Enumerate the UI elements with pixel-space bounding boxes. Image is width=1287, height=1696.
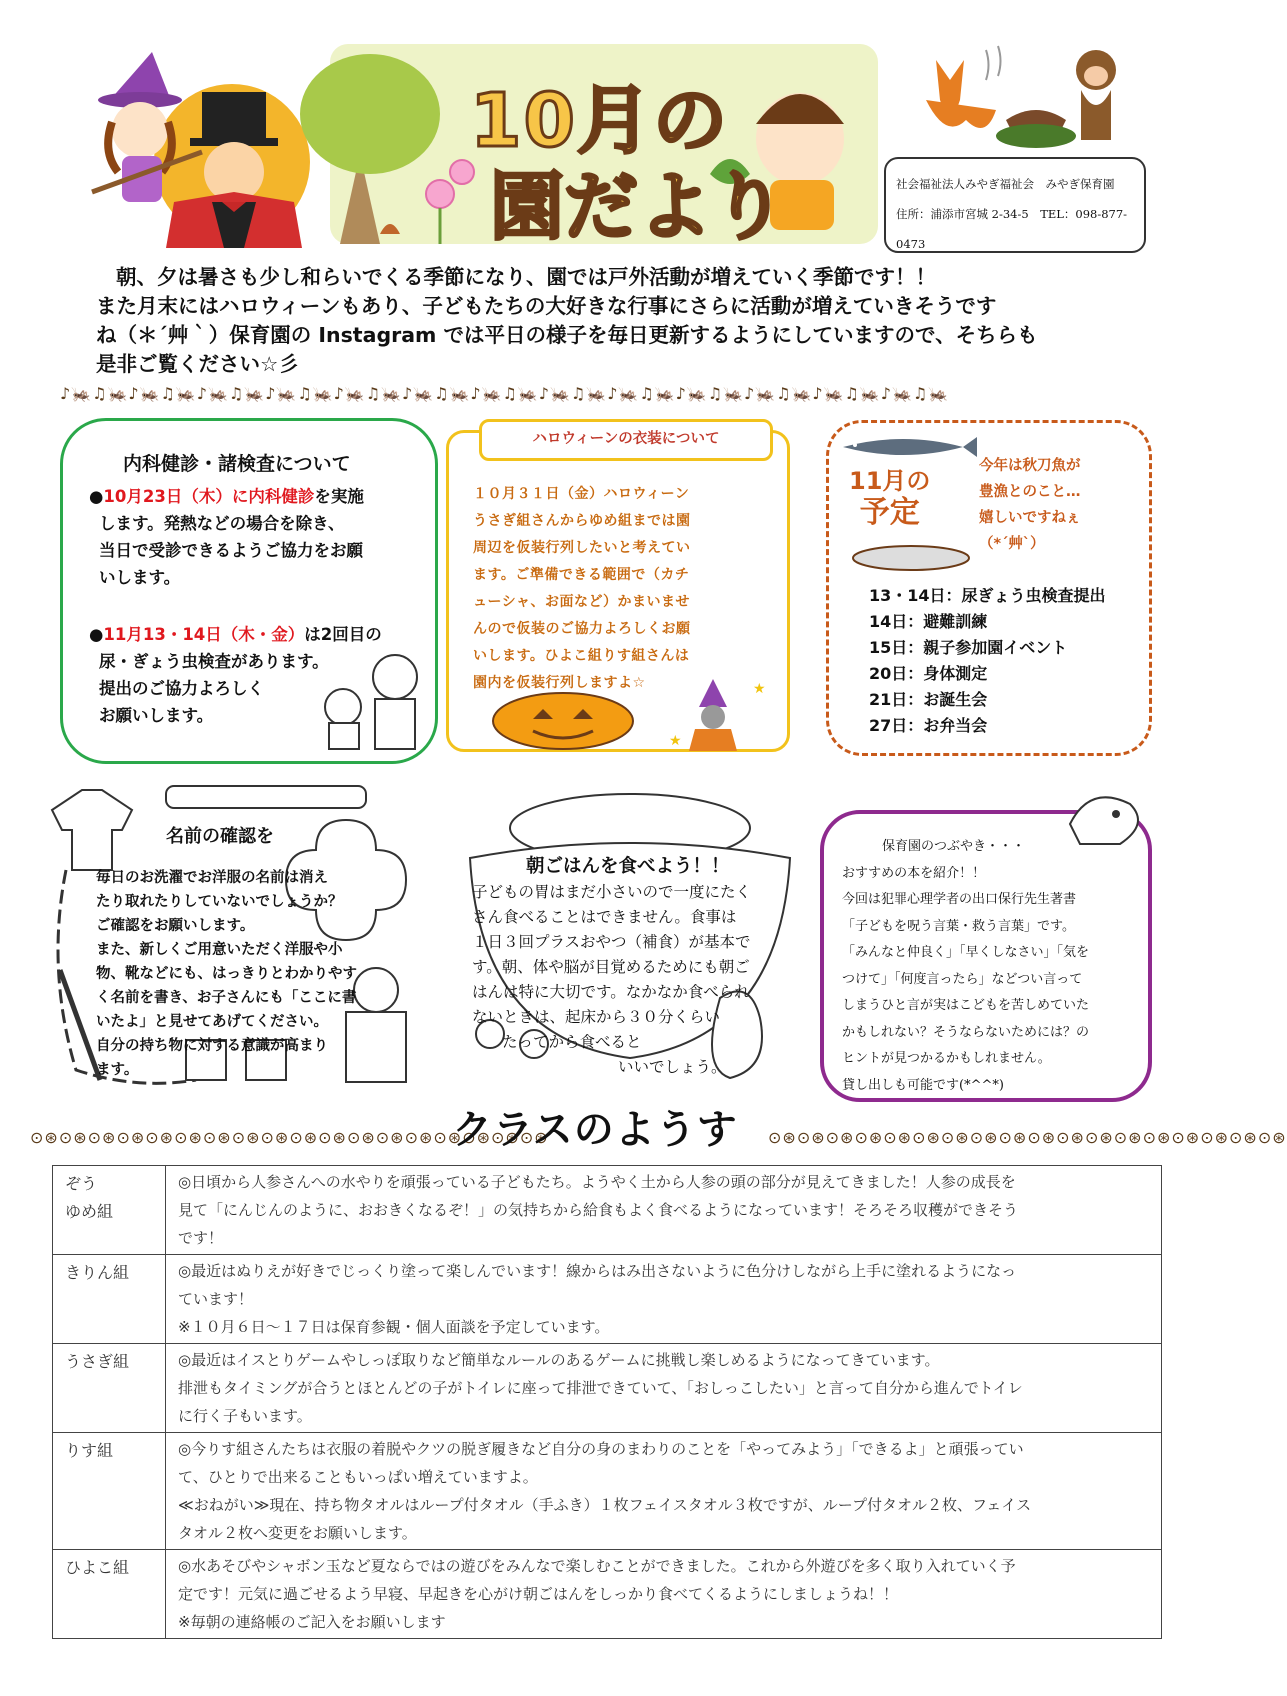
report-line: に行く子もいます。 [178, 1407, 312, 1425]
class-name-line: ゆめ組 [65, 1202, 114, 1221]
breakfast-line: １日３回プラスおやつ（補食）が基本で [472, 933, 751, 951]
november-title-line2: 予定 [859, 495, 920, 530]
class-section-title: クラスのようす [452, 1107, 738, 1153]
name-line: 自分の持ち物に対する意識が高まり [96, 1038, 328, 1054]
grill-icon [849, 543, 973, 573]
class-name [53, 1550, 166, 1639]
book-line: しまうひと言が実はこどもを苦しめていた [842, 998, 1090, 1013]
name-line: 物、靴などにも、はっきりとわかりやす [96, 966, 357, 982]
class-name [53, 1255, 166, 1344]
intro-line: ね（＊´艸｀）保育園の Instagram では平日の様子を毎日更新するようにしていますので、そちらも [96, 323, 1038, 347]
event-item: 21日：お誕生会 [869, 690, 988, 709]
report-line: ※毎朝の連絡帳のご記入をお願いします [178, 1613, 446, 1631]
halloween-line: んので仮装のご協力よろしくお願 [473, 621, 691, 637]
table-row [53, 1166, 1162, 1255]
class-name-line: うさぎ組 [65, 1352, 130, 1371]
intro-message [96, 263, 1156, 379]
medical-text: いします。 [99, 568, 181, 587]
halloween-line: １０月３１日（金）ハロウィーン [473, 486, 690, 502]
note-line: 嬉しいですねぇ [979, 510, 1081, 526]
note-line: 豊漁とのこと… [979, 484, 1081, 500]
medical-date-highlight: 10月23日（木）に内科健診 [103, 487, 315, 506]
name-line: ます。 [96, 1062, 139, 1078]
book-line: 今回は犯罪心理学者の出口保行先生著書 [842, 892, 1077, 907]
book-line: つけて」「何度言ったら」などつい言って [842, 971, 1083, 987]
acorn-divider-right: ⊙⊛⊙⊛⊙⊛⊙⊛⊙⊛⊙⊛⊙⊛⊙⊛⊙⊛⊙⊛⊙⊛⊙⊛⊙⊛⊙⊛⊙⊛⊙⊛⊙⊛⊙⊛ [768, 1128, 1287, 1147]
pumpkin-witch-illustration [473, 679, 773, 751]
svg-text:★: ★ [753, 681, 766, 697]
class-name [53, 1433, 166, 1550]
report-line: ◎水あそびやシャボン玉など夏ならではの遊びをみんなで楽しむことができました。これから外遊びを多く取り入れていく予 [178, 1557, 1016, 1575]
name-check-text [96, 866, 416, 1082]
intro-line: また月末にはハロウィーンもあり、子どもたちの大好きな行事にさらに活動が増えていきそうです [96, 294, 997, 318]
event-item: 27日：お弁当会 [869, 716, 988, 735]
class-report [166, 1433, 1162, 1550]
report-line: ています！ [178, 1290, 254, 1308]
medical-text: 当日で受診できるようご協力をお願 [99, 541, 363, 560]
class-name-line: きりん組 [65, 1263, 130, 1282]
name-line: ご確認をお願いします。 [96, 918, 255, 934]
table-row [53, 1433, 1162, 1550]
november-schedule-box [826, 420, 1152, 756]
medical-text: を実施 [314, 487, 364, 506]
cricket-divider: ♪🦗♫🦗♪🦗♫🦗♪🦗♫🦗♪🦗♫🦗♪🦗♫🦗♪🦗♫🦗♪🦗♫🦗♪🦗♫🦗♪🦗♫🦗♪🦗♫🦗♪🦗♫🦗♪🦗♫🦗♪🦗♫🦗 [60, 384, 950, 403]
name-line: く名前を書き、お子さんにも「ここに書 [96, 990, 357, 1006]
halloween-line: ューシャ、お面など）かまいませ [473, 594, 690, 610]
halloween-costume-box [446, 430, 790, 752]
november-event-list [869, 583, 1106, 739]
medical-title: 内科健診・諸検査について [123, 453, 351, 475]
class-name-line: ぞう [65, 1174, 98, 1193]
halloween-line: いします。ひよこ組りす組さんは [473, 648, 690, 664]
november-title [849, 465, 930, 529]
acorn-divider-left: ⊙⊛⊙⊛⊙⊛⊙⊛⊙⊛⊙⊛⊙⊛⊙⊛⊙⊛⊙⊛⊙⊛⊙⊛⊙⊛⊙⊛⊙⊛⊙⊛⊙⊛⊙⊛ [30, 1128, 549, 1147]
halloween-title: ハロウィーンの衣装について [479, 419, 773, 461]
class-report [166, 1344, 1162, 1433]
name-line: また、新しくご用意いただく洋服や小 [96, 942, 343, 958]
book-line: 「みんなと仲良く」「早くしなさい」「気を [842, 945, 1090, 960]
medical-text: は2回目の [304, 625, 382, 644]
title-line2: 園だより [490, 164, 786, 250]
medical-date-highlight: 11月13・14日（木・金） [103, 625, 305, 644]
book-line: 保育園のつぶやき・・・ [882, 839, 1026, 854]
note-line: （*´艸`） [979, 536, 1045, 552]
book-text [842, 834, 1142, 1099]
title-banner [330, 44, 878, 250]
halloween-line: うさぎ組さんからゆめ組までは園 [473, 513, 691, 529]
table-row [53, 1550, 1162, 1639]
breakfast-line: 子どもの胃はまだ小さいので一度にたく [472, 883, 752, 901]
intro-line: 是非ご覧ください☆彡 [96, 352, 299, 376]
book-line: 「子どもを呪う言葉・救う言葉」です。 [842, 918, 1075, 934]
fox-monkey-illustration [906, 40, 1136, 152]
title-line1: 10月の [470, 78, 729, 164]
report-line: ◎最近はイスとりゲームやしっぽ取りなど簡単なルールのあるゲームに挑戦し楽しめるようになってきています。 [178, 1351, 940, 1369]
breakfast-title: 朝ごはんを食べよう！！ [526, 856, 730, 877]
svg-text:★: ★ [669, 733, 682, 749]
halloween-text [473, 481, 773, 697]
class-report [166, 1550, 1162, 1639]
november-title-line1: 11月の [849, 467, 931, 495]
breakfast-text [472, 880, 798, 1080]
halloween-line: ます。ご準備できる範囲で（カチ [473, 567, 690, 583]
breakfast-box [460, 788, 800, 1088]
event-item: 13・14日：尿ぎょう虫検査提出 [869, 586, 1106, 605]
november-note [979, 453, 1081, 557]
org-name: 社会福祉法人みやぎ福祉会 みやぎ保育園 [896, 177, 1115, 191]
event-item: 20日：身体測定 [869, 664, 988, 683]
report-line: ◎最近はぬりえが好きでじっくり塗って楽しんでいます！線からはみ出さないように色分けしながら上手に塗れるようになっ [178, 1262, 1017, 1280]
class-report [166, 1255, 1162, 1344]
report-line: ◎日頃から人参さんへの水やりを頑張っている子どもたち。ようやく土から人参の頭の部分が見えてきました！人参の成長を [178, 1173, 1016, 1191]
note-line: 今年は秋刀魚が [979, 458, 1081, 474]
report-line: て、ひとりで出来ることもいっぱい増えていますよ。 [178, 1468, 538, 1486]
medical-checkup-box [60, 418, 438, 764]
breakfast-line: さん食べることはできません。食事は [472, 908, 737, 926]
report-line: 見て「にんじんのように、おおきくなるぞ！」の気持ちから給食もよく食べるようになっています！そろそろ収穫ができそう [178, 1201, 1019, 1219]
class-report-table [52, 1165, 1162, 1639]
report-line: ◎今りす組さんたちは衣服の着脱やクツの脱ぎ履きなど自分の身のまわりのことを「やってみよう」「できるよ」と頑張ってい [178, 1440, 1024, 1458]
book-recommendation-box [820, 810, 1152, 1102]
report-line: 定です！元気に過ごせるよう早寝、早起きを心がけ朝ごはんをしっかり食べてくるようにしましょうね！！ [178, 1585, 899, 1603]
bullet: ● [89, 487, 104, 506]
medical-text: お願いします。 [99, 706, 214, 725]
table-row [53, 1255, 1162, 1344]
report-line: タオル２枚へ変更をお願いします。 [178, 1524, 417, 1542]
book-line: かもしれない？そうならないためには？の [842, 1024, 1090, 1040]
name-check-title: 名前の確認を [166, 826, 274, 847]
book-line: ヒントが見つかるかもしれません。 [842, 1051, 1051, 1066]
org-address: 住所：浦添市宮城 2-34-5 TEL：098-877-0473 [896, 207, 1128, 251]
report-line: ※１０月６日～１７日は保育参観・個人面談を予定しています。 [178, 1318, 610, 1336]
breakfast-line: ないときは、起床から３０分くらい [472, 1008, 721, 1026]
breakfast-line: たってから食べると [502, 1033, 642, 1051]
sanma-fish-icon [839, 431, 979, 461]
name-line: たり取れたりしていないでしょうか？ [96, 894, 343, 910]
report-line: ≪おねがい≫現在、持ち物タオルはループ付タオル（手ふき）１枚フェイスタオル３枚ですが、ループ付タオル２枚、フェイス [178, 1496, 1032, 1514]
breakfast-line: はんは特に大切です。なかなか食べられ [472, 983, 750, 1001]
halloween-kids-illustration [82, 52, 342, 252]
event-item: 15日：親子参加園イベント [869, 638, 1068, 657]
halloween-line: 園内を仮装行列しますよ☆ [473, 675, 646, 691]
halloween-line: 周辺を仮装行列したいと考えてい [473, 540, 691, 556]
org-info-box [884, 157, 1146, 253]
medical-text: 提出のご協力よろしく [99, 679, 264, 698]
class-name-line: ひよこ組 [65, 1558, 130, 1577]
report-line: です！ [178, 1229, 224, 1247]
class-name [53, 1166, 166, 1255]
name-line: 毎日のお洗濯でお洋服の名前は消え [96, 870, 328, 886]
intro-line: 朝、夕は暑さも少し和らいでくる季節になり、園では戸外活動が増えていく季節です！！ [116, 265, 936, 289]
medical-item-1 [89, 483, 364, 591]
name-line: いたよ」と見せてあげてください。 [96, 1014, 328, 1030]
book-line: 貸し出しも可能です(*^^*) [842, 1077, 1004, 1093]
medical-text: 尿・ぎょう虫検査があります。 [99, 652, 329, 671]
book-line: おすすめの本を紹介！！ [842, 865, 986, 881]
class-name-line: りす組 [65, 1441, 114, 1460]
event-item: 14日：避難訓練 [869, 612, 988, 631]
medical-text: します。発熱などの場合を除き、 [99, 514, 345, 533]
class-name [53, 1344, 166, 1433]
table-row [53, 1344, 1162, 1433]
class-report [166, 1166, 1162, 1255]
report-line: 排泄もタイミングが合うとほとんどの子がトイレに座って排泄できていて、「おしっこしたい」と言って自分から進んでトイレ [178, 1379, 1023, 1397]
breakfast-line: いいでしょう。 [618, 1058, 727, 1076]
breakfast-line: す。朝、体や脳が目覚めるためにも朝ご [472, 958, 750, 976]
doctor-cat-illustration [313, 647, 433, 757]
bullet: ● [89, 625, 104, 644]
name-check-box [46, 780, 426, 1092]
